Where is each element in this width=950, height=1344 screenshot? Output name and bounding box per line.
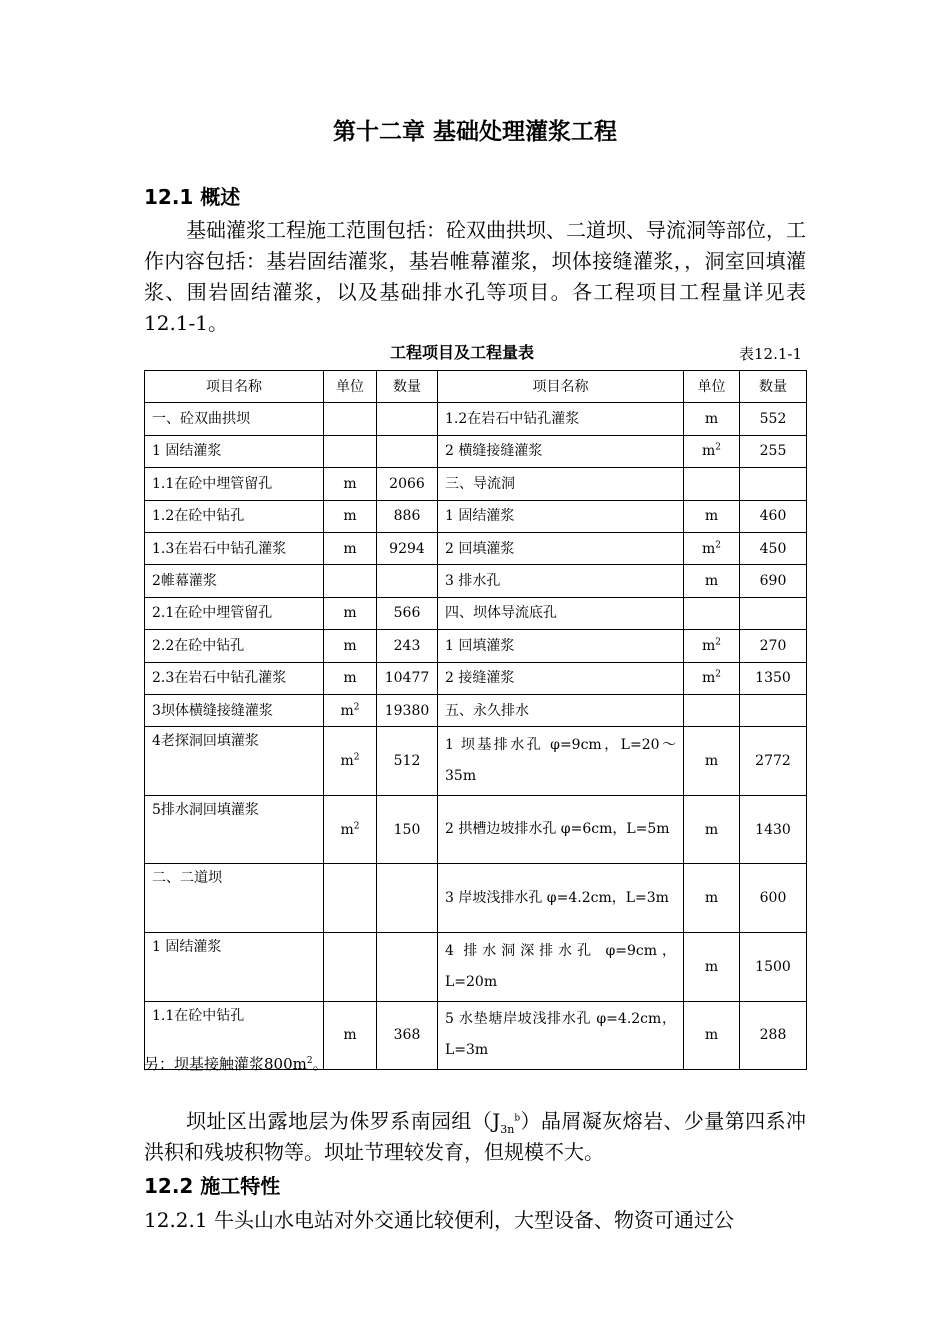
unit: [324, 933, 377, 1002]
unit-squared: $m^2$: [684, 630, 740, 662]
overview-paragraph: 基础灌浆工程施工范围包括：砼双曲拱坝、二道坝、导流洞等部位，工作内容包括：基岩固结灌浆，基岩帷幕灌浆，坝体接缝灌浆，，洞室回填灌浆、围岩固结灌浆，以及基础排水孔等项目。各工程项目工程量详见表12.1-1。: [144, 218, 806, 335]
table-row: [145, 933, 807, 1002]
item-name: 1.1在砼中埋管留孔: [145, 468, 324, 500]
unit: m: [684, 795, 740, 864]
header-quantity-left: 数量: [377, 371, 438, 403]
item-name: 2.1在砼中埋管留孔: [145, 597, 324, 629]
item-name: 2 拱槽边坡排水孔 φ=6cm，L=5m: [438, 795, 684, 864]
item-name: 4 排水洞深排水孔 φ=9cm，L=20m: [438, 933, 684, 1002]
item-name: 1.3在岩石中钻孔灌浆: [145, 532, 324, 564]
item-name: 1.1在砼中钻孔: [145, 1001, 324, 1070]
quantity: 2772: [740, 727, 807, 796]
unit: [324, 565, 377, 597]
unit-squared: $m^2$: [684, 435, 740, 467]
quantity: [377, 933, 438, 1002]
unit: [324, 403, 377, 435]
table-row: [145, 435, 807, 467]
quantity: 19380: [377, 694, 438, 726]
table-row: [145, 500, 807, 532]
quantity: 1430: [740, 795, 807, 864]
quantity: 1350: [740, 662, 807, 694]
quantity: 512: [377, 727, 438, 796]
table-row: [145, 532, 807, 564]
table-row: [145, 727, 807, 796]
unit: m: [684, 933, 740, 1002]
geology-paragraph: 坝址区出露地层为侏罗系南园组$(J_{3n}^b)$晶屑凝灰熔岩、少量第四系冲洪积和残坡积物等。坝址节理较发育，但规模不大。: [144, 1109, 806, 1164]
item-name: 2 回填灌浆: [438, 532, 684, 564]
quantity: 460: [740, 500, 807, 532]
unit-squared: $m^2$: [324, 694, 377, 726]
quantity: [377, 864, 438, 933]
header-item-name-left: 项目名称: [145, 371, 324, 403]
quantity: 150: [377, 795, 438, 864]
quantity: [740, 597, 807, 629]
table-row: [145, 662, 807, 694]
item-name: 一、砼双曲拱坝: [145, 403, 324, 435]
quantity: [740, 694, 807, 726]
table-note: 另：坝基接触灌浆$800m^2$。: [144, 1055, 328, 1073]
item-name: 2.3在岩石中钻孔灌浆: [145, 662, 324, 694]
table-row: [145, 864, 807, 933]
item-name: 二、二道坝: [145, 864, 324, 933]
item-name: 五、永久排水: [438, 694, 684, 726]
unit: m: [684, 565, 740, 597]
item-name: 四、坝体导流底孔: [438, 597, 684, 629]
quantity: [377, 435, 438, 467]
quantity: 288: [740, 1001, 807, 1070]
table-header-row: [145, 371, 807, 403]
quantity: 2066: [377, 468, 438, 500]
item-name: 2.2在砼中钻孔: [145, 630, 324, 662]
table-row: [145, 694, 807, 726]
unit: [684, 597, 740, 629]
quantity: 368: [377, 1001, 438, 1070]
item-name: 2 接缝灌浆: [438, 662, 684, 694]
item-name: 3 排水孔: [438, 565, 684, 597]
construction-paragraph: 12.2.1 牛头山水电站对外交通比较便利，大型设备、物资可通过公: [144, 1208, 734, 1232]
unit: m: [684, 500, 740, 532]
quantity: [740, 468, 807, 500]
unit-squared: $m^2$: [684, 532, 740, 564]
table-row: [145, 403, 807, 435]
item-name: 三、导流洞: [438, 468, 684, 500]
unit: m: [324, 1001, 377, 1070]
item-name: 1.2在砼中钻孔: [145, 500, 324, 532]
item-name: 1.2在岩石中钻孔灌浆: [438, 403, 684, 435]
table-row: [145, 565, 807, 597]
quantity: 552: [740, 403, 807, 435]
item-name: 1 固结灌浆: [438, 500, 684, 532]
quantity: 10477: [377, 662, 438, 694]
item-name: 2 横缝接缝灌浆: [438, 435, 684, 467]
unit: m: [324, 597, 377, 629]
table-row: [145, 597, 807, 629]
quantity: [377, 565, 438, 597]
unit: m: [324, 500, 377, 532]
section-heading-overview: 12.1 概述: [144, 185, 241, 209]
header-unit-left: 单位: [324, 371, 377, 403]
quantity-table: [144, 370, 807, 1070]
item-name: 1 固结灌浆: [145, 435, 324, 467]
unit: m: [684, 727, 740, 796]
quantity: 690: [740, 565, 807, 597]
page-title: 第十二章 基础处理灌浆工程: [332, 119, 617, 145]
quantity: 255: [740, 435, 807, 467]
item-name: 1 回填灌浆: [438, 630, 684, 662]
item-name: 1 坝基排水孔 φ=9cm，L=20～35m: [438, 727, 684, 796]
table-row: [145, 630, 807, 662]
quantity: 450: [740, 532, 807, 564]
item-name: 4老探洞回填灌浆: [145, 727, 324, 796]
unit: m: [684, 403, 740, 435]
quantity: 243: [377, 630, 438, 662]
quantity: 9294: [377, 532, 438, 564]
item-name: 3 岸坡浅排水孔 φ=4.2cm，L=3m: [438, 864, 684, 933]
unit: m: [324, 532, 377, 564]
item-name: 5 水垫塘岸坡浅排水孔 φ=4.2cm，L=3m: [438, 1001, 684, 1070]
header-quantity-right: 数量: [740, 371, 807, 403]
quantity: 886: [377, 500, 438, 532]
unit: m: [324, 630, 377, 662]
unit-squared: $m^2$: [684, 662, 740, 694]
item-name: 1 固结灌浆: [145, 933, 324, 1002]
unit: m: [324, 468, 377, 500]
table-row: [145, 795, 807, 864]
unit-squared: $m^2$: [324, 795, 377, 864]
quantity: 566: [377, 597, 438, 629]
quantity: 1500: [740, 933, 807, 1002]
header-unit-right: 单位: [684, 371, 740, 403]
quantity: 270: [740, 630, 807, 662]
unit-squared: $m^2$: [324, 727, 377, 796]
table-caption: 工程项目及工程量表: [390, 343, 535, 362]
table-number: 表12.1-1: [738, 345, 802, 363]
unit: [684, 468, 740, 500]
unit: [684, 694, 740, 726]
quantity: [377, 403, 438, 435]
table-row: [145, 468, 807, 500]
item-name: 3坝体横缝接缝灌浆: [145, 694, 324, 726]
unit: m: [684, 864, 740, 933]
header-item-name-right: 项目名称: [438, 371, 684, 403]
section-heading-construction: 12.2 施工特性: [144, 1174, 281, 1198]
item-name: 2帷幕灌浆: [145, 565, 324, 597]
unit: m: [324, 662, 377, 694]
quantity: 600: [740, 864, 807, 933]
unit: [324, 435, 377, 467]
unit: [324, 864, 377, 933]
item-name: 5排水洞回填灌浆: [145, 795, 324, 864]
unit: m: [684, 1001, 740, 1070]
